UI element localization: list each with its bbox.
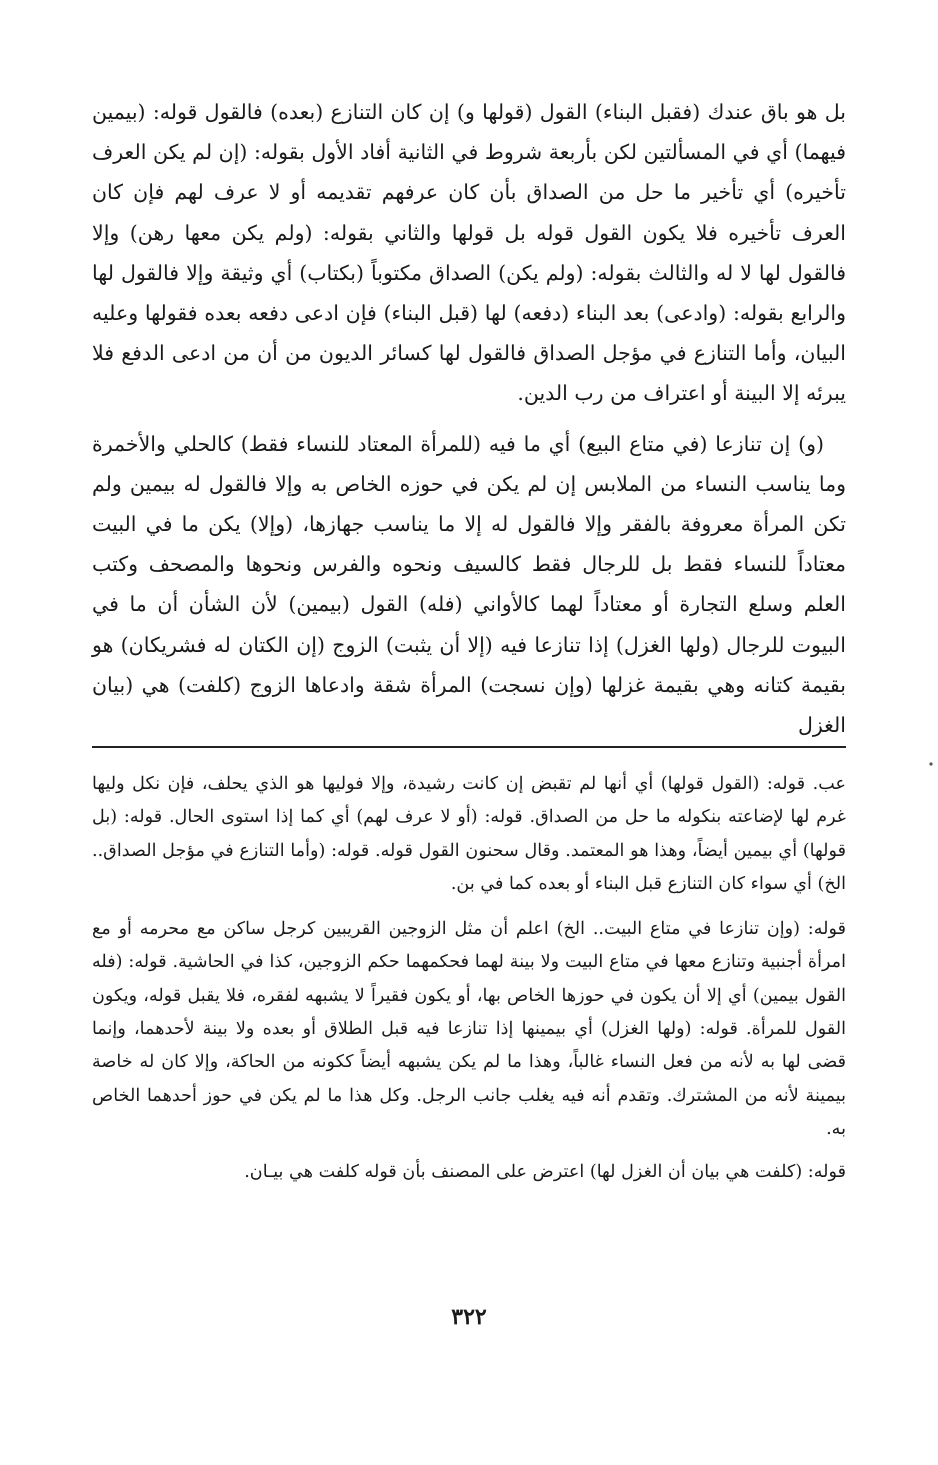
- footnotes: [92, 768, 846, 1190]
- main-paragraph-2: (و) إن تنازعا (في متاع البيع) أي ما فيه (للمرأة المعتاد للنساء فقط) كالحلي والأخمرة وما يناسب النساء من الملابس إن لم يكن في حوزه الخاص به وإلا فالقول له بيمين ولم تكن المرأة معروفة بالفقر وإلا فالقول له إلا ما يناسب جهازها، (وإلا) يكن ما في البيت معتاداً للنساء فقط بل للرجال فقط كالسيف ونحوه والفرس ونحوها والمصحف وكتب العلم وسلع التجارة أو معتاداً لهما كالأواني (فله) القول (بيمين) لأن الشأن أن ما في البيوت للرجال (ولها الغزل) إذا تنازعا فيه (إلا أن يثبت) الزوج (إن الكتان له فشريكان) هو بقيمة كتانه وهي بقيمة غزلها (وإن نسجت) المرأة شقة وادعاها الزوج (كلفت) هي (بيان الغزل: [92, 431, 846, 738]
- footnote-3: قوله: (كلفت هي بيان أن الغزل لها) اعترض على المصنف بأن قوله كلفت هي بيـان.: [244, 1162, 846, 1183]
- footnote-separator: [92, 746, 846, 748]
- page-number: ٣٢٢: [451, 1304, 487, 1330]
- page-edge-mark: [928, 0, 938, 1465]
- main-paragraph-1: بل هو باق عندك (فقبل البناء) القول (قولها و) إن كان التنازع (بعده) فالقول قوله: (بيمين فيهما) أي في المسألتين لكن بأربعة شروط في الثانية أفاد الأول بقوله: (إن لم يكن العرف تأخيره) أي تأخير ما حل من الصداق بأن كان عرفهم تقديمه أو لا عرف لهم فإن كان العرف تأخيره فلا يكون القول قوله بل قولها والثاني بقوله: (ولم يكن معها رهن) وإلا فالقول لها لا له والثالث بقوله: (ولم يكن) الصداق مكتوباً (بكتاب) أي وثيقة وإلا فالقول لها والرابع بقوله: (وادعى) بعد البناء (دفعه) لها (قبل البناء) فإن ادعى دفعه بعده فقولها وعليه البيان، وأما التنازع في مؤجل الصداق فالقول لها كسائر الديون من أن من ادعى الدفع فلا يبرئه إلا البينة أو اعتراف من رب الدين.: [92, 100, 846, 406]
- footnote-2: قوله: (وإن تنازعا في متاع البيت.. الخ) اعلم أن مثل الزوجين القريبين كرجل ساكن مع محرمه أو مع امرأة أجنبية وتنازع معها في متاع البيت ولا بينة لهما فحكمهما حكم الزوجين، كذا في الحاشية. قوله: (فله القول بيمين) أي إلا أن يكون في حوزها الخاص بها، أو يكون فقيراً لا يشبهه لفقره، فلا يقبل قوله، ويكون القول للمرأة. قوله: (ولها الغزل) أي بيمينها إذا تنازعا فيه قبل الطلاق أو بعده ولا بينة لأحدهما، وإنما قضى لها به لأنه من فعل النساء غالباً، وهذا ما لم يكن يشبهه أيضاً ككونه من الحاكة، وإلا كان له خاصة بيمينة لأنه من المشترك. وتقدم أنه فيه يغلب جانب الرجل. وكل هذا ما لم يكن في حوز أحدهما الخاص به.: [92, 919, 846, 1139]
- footnote-1: عب. قوله: (القول قولها) أي أنها لم تقبض إن كانت رشيدة، وإلا فوليها هو الذي يحلف، فإن نكل وليها غرم لها لإضاعته بنكوله ما حل من الصداق. قوله: (أو لا عرف لهم) أي كما إذا استوى الحال. قوله: (بل قولها) أي بيمين أيضاً، وهذا هو المعتمد. وقال سحنون القول قوله. قوله: (وأما التنازع في مؤجل الصداق.. الخ) أي سواء كان التنازع قبل البناء أو بعده كما في بن.: [92, 774, 846, 894]
- main-text: [92, 92, 846, 745]
